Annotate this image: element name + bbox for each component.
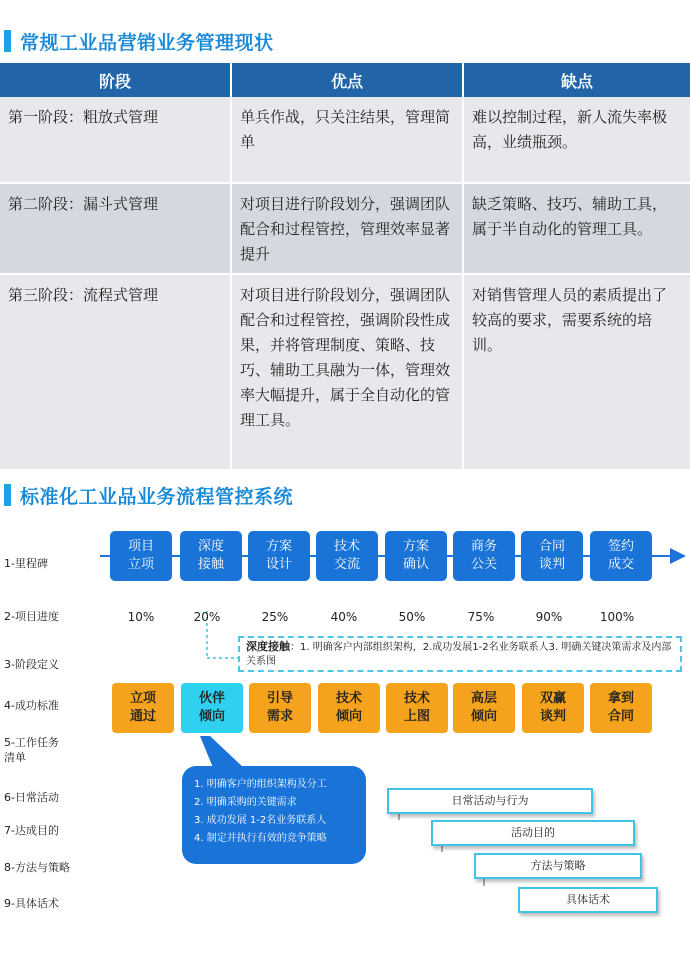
- table-cell-cons: 难以控制过程，新人流失率极高，业绩瓶颈。: [463, 97, 690, 183]
- progress-value: 100%: [599, 610, 635, 624]
- progress-value: 75%: [467, 610, 495, 624]
- milestone-box: 签约 成交: [590, 531, 652, 581]
- row-label-success-standard: 4-成功标准: [4, 699, 59, 712]
- success-standard-box: 双赢 谈判: [522, 683, 584, 733]
- row-label-progress: 2-项目进度: [4, 610, 59, 623]
- activity-box-objective: 活动目的: [431, 820, 635, 846]
- section-title: 常规工业品营销业务管理现状: [20, 31, 274, 54]
- table-cell-pros: 单兵作战，只关注结果，管理简单: [231, 97, 463, 183]
- table-cell-stage: 第二阶段：漏斗式管理: [0, 183, 231, 274]
- milestone-box: 技术 交流: [316, 531, 378, 581]
- success-standard-box: 技术 上图: [386, 683, 448, 733]
- milestone-box: 合同 谈判: [521, 531, 583, 581]
- progress-value: 40%: [330, 610, 358, 624]
- row-label-daily-activity: 6-日常活动: [4, 791, 59, 804]
- progress-value: 25%: [261, 610, 289, 624]
- milestone-box: 方案 设计: [248, 531, 310, 581]
- table-header-row: [0, 63, 690, 97]
- row-label-method: 8-方法与策略: [4, 861, 70, 874]
- milestone-box: 深度 接触: [180, 531, 242, 581]
- task-item: 2. 明确采购的关键需求: [194, 797, 297, 808]
- table-row: [0, 274, 690, 470]
- column-header-pros: 优点: [231, 63, 463, 97]
- table-cell-stage: 第三阶段：流程式管理: [0, 274, 231, 470]
- success-standard-box: 引导 需求: [249, 683, 311, 733]
- table-cell-cons: 缺乏策略、技巧、辅助工具，属于半自动化的管理工具。: [463, 183, 690, 274]
- table-cell-pros: 对项目进行阶段划分，强调团队配合和过程管控，管理效率显著提升: [231, 183, 463, 274]
- definition-text: ：1. 明确客户内部组织架构，2.成功发展1-2名业务联系人3. 明确关键决策需求及内部关系图: [246, 642, 672, 667]
- milestone-box: 方案 确认: [385, 531, 447, 581]
- section-title: 标准化工业品业务流程管控系统: [20, 485, 294, 508]
- comparison-table: [0, 63, 690, 471]
- progress-value: 90%: [535, 610, 563, 624]
- table-row: [0, 97, 690, 183]
- row-label-stage-definition: 3-阶段定义: [4, 658, 59, 671]
- section-marker: [4, 30, 11, 52]
- progress-value: 50%: [398, 610, 426, 624]
- milestone-box: 商务 公关: [453, 531, 515, 581]
- definition-term: 深度接触: [246, 640, 290, 653]
- success-standard-box: 高层 倾向: [453, 683, 515, 733]
- success-standard-box: 立项 通过: [112, 683, 174, 733]
- section-marker: [4, 484, 11, 506]
- success-standard-box: 技术 倾向: [318, 683, 380, 733]
- task-bubble-pointer: [200, 736, 246, 770]
- success-standard-box: 拿到 合同: [590, 683, 652, 733]
- row-label-objective: 7-达成目的: [4, 824, 59, 837]
- table-cell-stage: 第一阶段：粗放式管理: [0, 97, 231, 183]
- table-cell-cons: 对销售管理人员的素质提出了较高的要求，需要系统的培训。: [463, 274, 690, 470]
- table-cell-pros: 对项目进行阶段划分，强调团队配合和过程管控，强调阶段性成果，并将管理制度、策略、技巧、辅助工具融为一体，管理效率大幅提升，属于全自动化的管理工具。: [231, 274, 463, 470]
- column-header-stage: 阶段: [0, 63, 231, 97]
- row-label-task-list: 5-工作任务 清单: [4, 736, 59, 764]
- task-item: 3. 成功发展 1-2名业务联系人: [194, 815, 327, 826]
- task-list-bubble: [182, 766, 366, 864]
- activity-box-daily: 日常活动与行为: [387, 788, 593, 814]
- stage-definition-box: [238, 636, 682, 672]
- row-label-script: 9-具体话术: [4, 897, 59, 910]
- table-row: [0, 183, 690, 274]
- column-header-cons: 缺点: [463, 63, 690, 97]
- progress-value: 20%: [193, 610, 221, 624]
- task-item: 4. 制定并执行有效的竞争策略: [194, 833, 327, 844]
- progress-value: 10%: [127, 610, 155, 624]
- milestone-box: 项目 立项: [110, 531, 172, 581]
- activity-box-script: 具体话术: [518, 887, 658, 913]
- task-item: 1. 明确客户的组织架构及分工: [194, 779, 327, 790]
- process-diagram: [0, 518, 690, 957]
- success-standard-box-highlighted: 伙伴 倾向: [181, 683, 243, 733]
- row-label-milestone: 1-里程碑: [4, 557, 48, 570]
- activity-box-method: 方法与策略: [474, 853, 642, 879]
